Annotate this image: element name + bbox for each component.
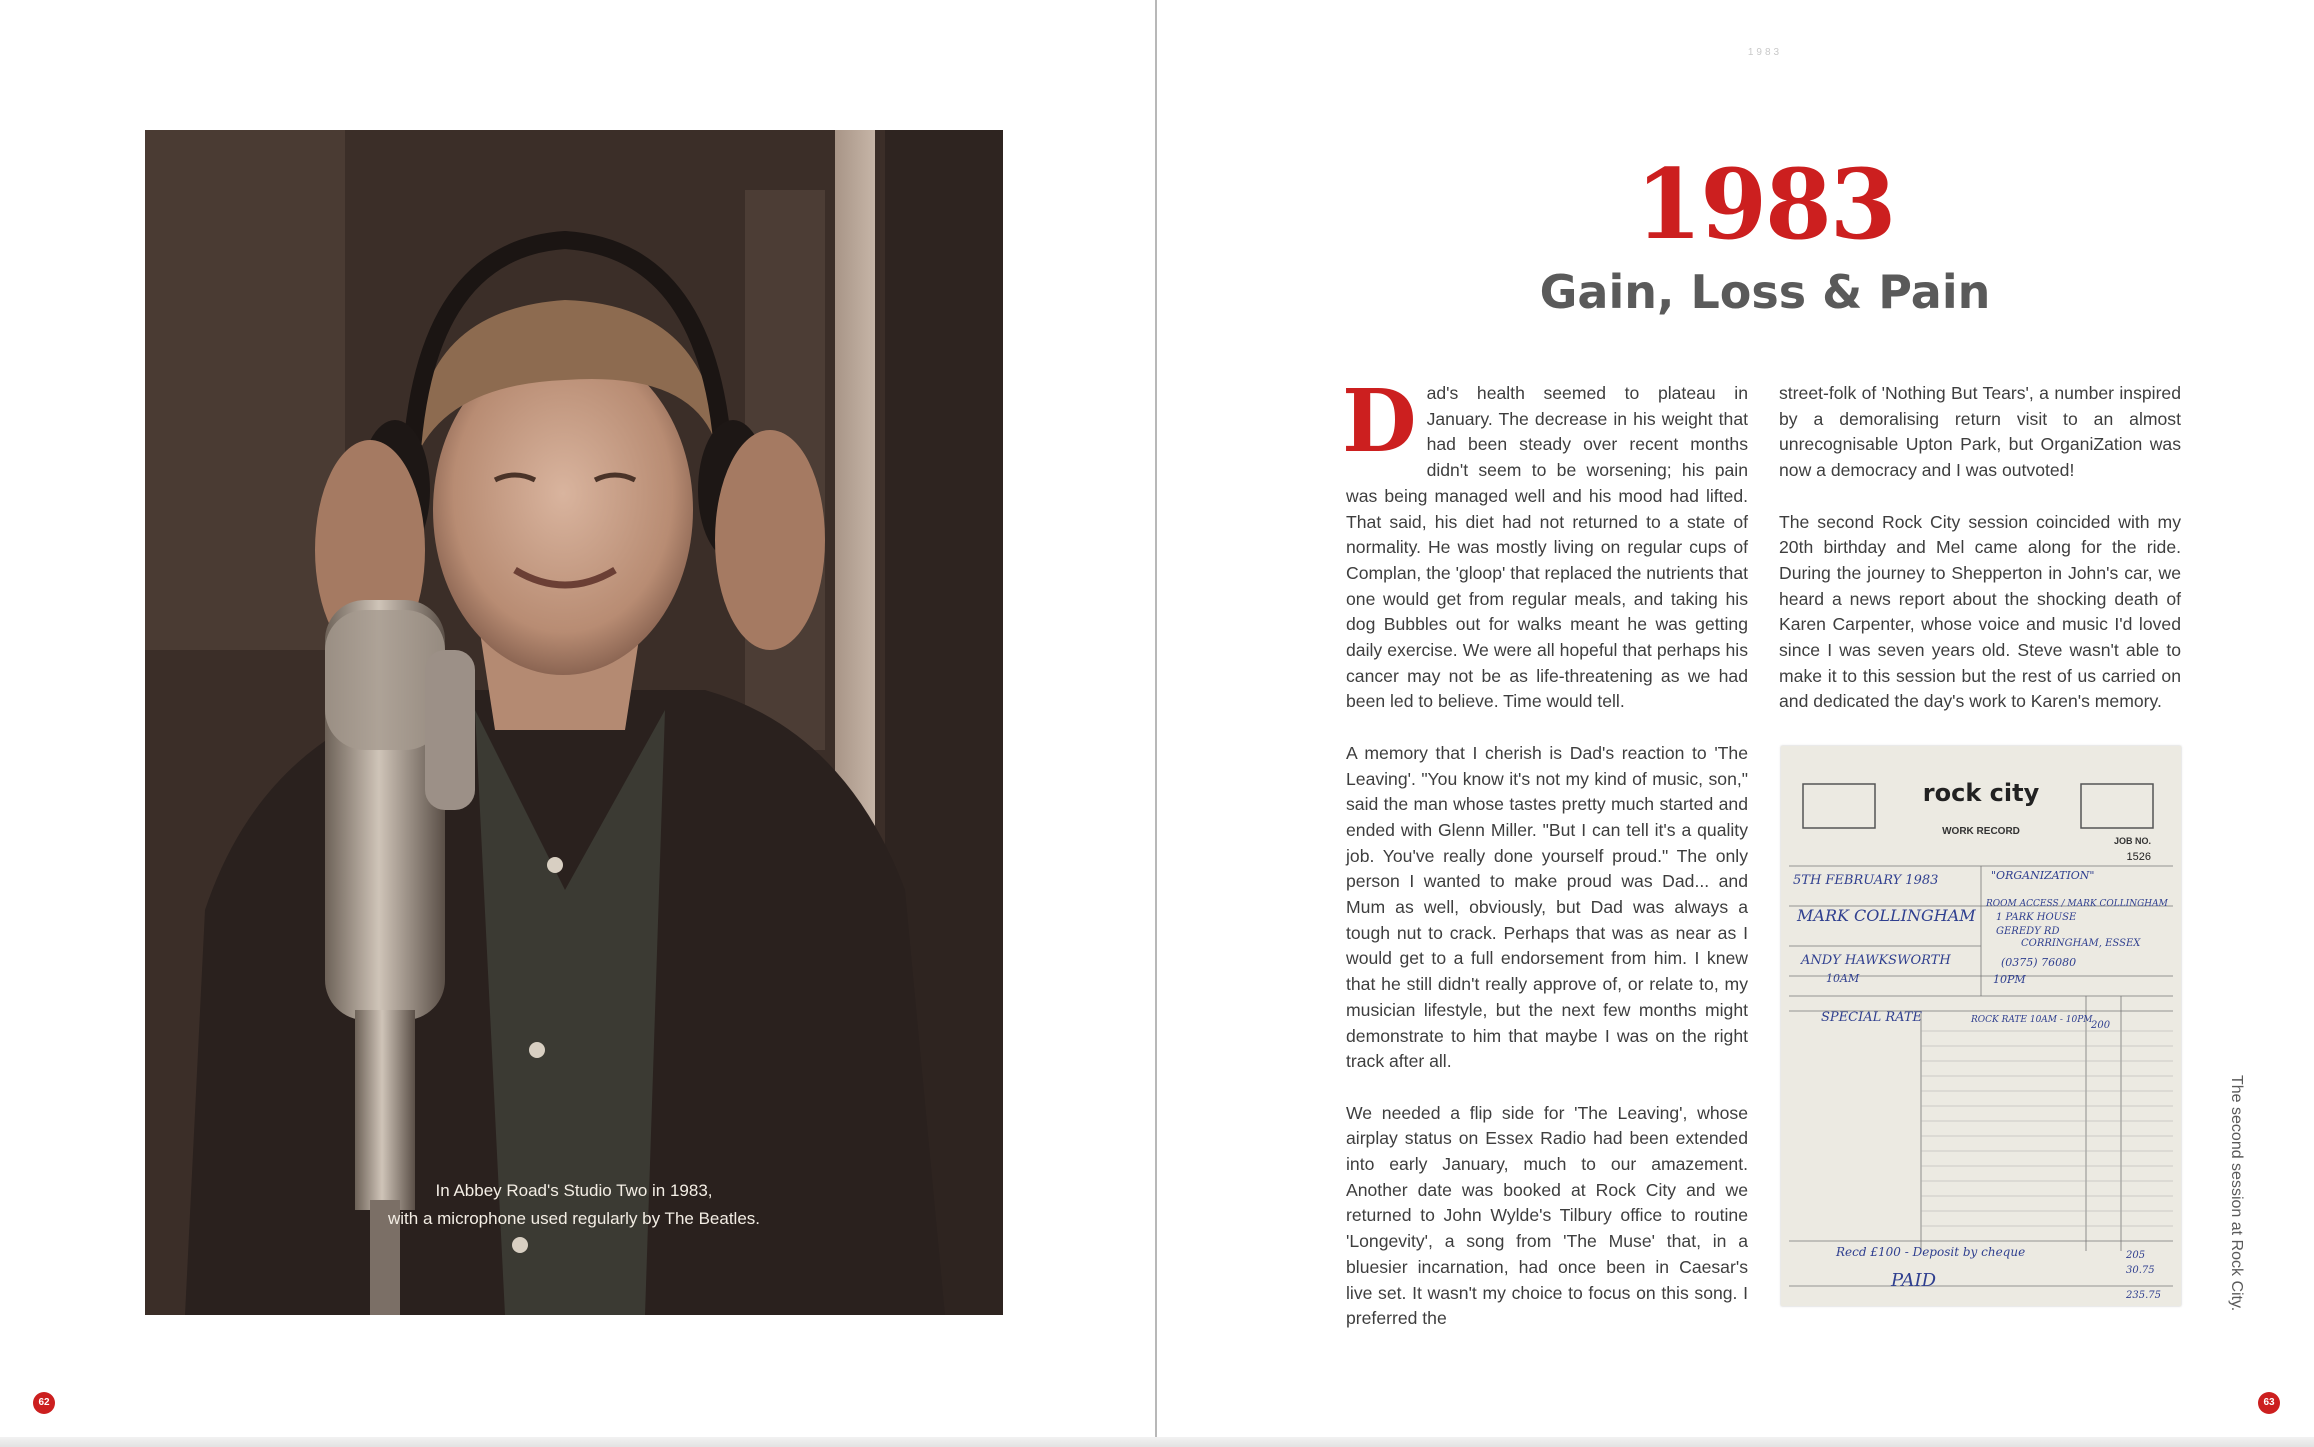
receipt-date: 5TH FEBRUARY 1983 <box>1793 873 1939 888</box>
receipt-address-1: ROOM ACCESS / MARK COLLINGHAM <box>1986 899 2168 909</box>
receipt-vat: 30.75 <box>2126 1265 2155 1276</box>
receipt-booking: SPECIAL RATE <box>1821 1010 1923 1025</box>
receipt-subtotal: 205 <box>2126 1250 2146 1261</box>
text-column-2 <box>1779 381 2181 741</box>
singer-at-microphone-image <box>145 130 1003 1315</box>
receipt-form <box>1781 746 2181 1306</box>
studio-photo <box>145 130 1003 1315</box>
receipt-form-title: WORK RECORD <box>1942 826 2020 837</box>
work-record-receipt-image <box>1781 746 2181 1306</box>
receipt-job-no: 1526 <box>2126 851 2151 863</box>
side-caption-text: The second session at Rock City. <box>2228 1075 2245 1312</box>
paragraph: We needed a flip side for 'The Leaving', whose airplay status on Essex Radio had been extended into early January, much to our amazement. Another date was booked at Rock City and we returned to John Wylde's Tilbury office to routine 'Longevity', a song from 'The Muse' that, in a bluesier incarnation, had once been in Caesar's live set. It wasn't my choice to focus on this song. I preferred the <box>1346 1102 1748 1329</box>
page-number-left: 62 <box>33 1392 55 1414</box>
paragraph <box>1342 371 1748 715</box>
receipt-tel: (0375) 76080 <box>2001 956 2077 969</box>
receipt-session-start: 10AM <box>1826 972 1860 985</box>
spine-gutter <box>1155 0 1157 1447</box>
photo-caption-line1: In Abbey Road's Studio Two in 1983, <box>435 1181 713 1200</box>
receipt-logo: rock city <box>1922 779 2040 807</box>
receipt-address-2: 1 PARK HOUSE <box>1996 912 2077 923</box>
receipt-rate-note: ROCK RATE 10AM - 10PM <box>1971 1015 2093 1025</box>
page-bottom-edge <box>0 1437 2314 1447</box>
paragraph: The second Rock City session coincided with my 20th birthday and Mel came along for the ride. During the journey to Shepperton in John's car, we heard a news report about the shocking death of Karen Carpenter, whose voice and music I'd loved since I was seven years old. Steve wasn't able to make it to this session but the rest of us carried on and dedicated the day's work to Karen's memory. <box>1779 511 2181 712</box>
receipt-job-no-label: JOB NO. <box>2113 836 2151 846</box>
running-head: 1983 <box>1747 47 1783 58</box>
receipt-address-3: GEREDY RD <box>1996 926 2060 937</box>
receipt-address-4: CORRINGHAM, ESSEX <box>2021 938 2141 949</box>
receipt-amount: 200 <box>2091 1020 2111 1031</box>
receipt-side-caption <box>2225 1075 2251 1312</box>
receipt-client: "ORGANIZATION" <box>1991 869 2095 882</box>
receipt-deposit-note: Recd £100 - Deposit by cheque <box>1836 1245 2026 1259</box>
receipt-paid-note: PAID <box>1891 1270 1936 1291</box>
receipt-producer: MARK COLLINGHAM <box>1797 906 1976 925</box>
chapter-title: Gain, Loss & Pain <box>1539 265 1991 319</box>
drop-cap: D <box>1342 371 1417 472</box>
page-number-right: 63 <box>2258 1392 2280 1414</box>
text-column-1 <box>1342 371 1748 1358</box>
chapter-year: 1983 <box>1635 148 1895 261</box>
paragraph: A memory that I cherish is Dad's reaction to 'The Leaving'. "You know it's not my kind of music, son," said the man whose tastes pretty much started and ended with Glenn Miller. "But I can tell it's a quality job. You've really done yourself proud." The only person I wanted to make proud was Dad... and Mum as well, obviously, but Dad was always a tough nut to crack. Perhaps that was as near as I would get to a full endorsement from him. I knew that he still didn't really approve of, or relate to, my musician lifestyle, but the next few months might demonstrate to him that maybe I was on the right track after all. <box>1346 742 1748 1072</box>
paragraph: street-folk of 'Nothing But Tears', a number inspired by a demoralising return visit to an almost unrecognisable Upton Park, but OrganiZation was now a democracy and I was outvoted! <box>1779 383 2181 481</box>
receipt-engineer: ANDY HAWKSWORTH <box>1801 953 1951 968</box>
photo-caption <box>145 1177 1003 1233</box>
photo-caption-line2: with a microphone used regularly by The Beatles. <box>388 1209 760 1228</box>
paragraph-text: ad's health seemed to plateau in January. The decrease in his weight that had been steady over recent months didn't seem to be worsening; his pain was being managed well and his mood had lifted. That said, his diet had not returned to a state of normality. He was mostly living on regular cups of Complan, the 'gloop' that replaced the nutrients that one would get from regular meals, and taking his dog Bubbles out for walks meant he was getting daily exercise. We were all hopeful that perhaps his cancer may not be as life-threatening as we had been led to believe. Time would tell. <box>1346 383 1748 712</box>
receipt-session-finish: 10PM <box>1993 973 2026 986</box>
receipt-total: 235.75 <box>2126 1290 2161 1301</box>
